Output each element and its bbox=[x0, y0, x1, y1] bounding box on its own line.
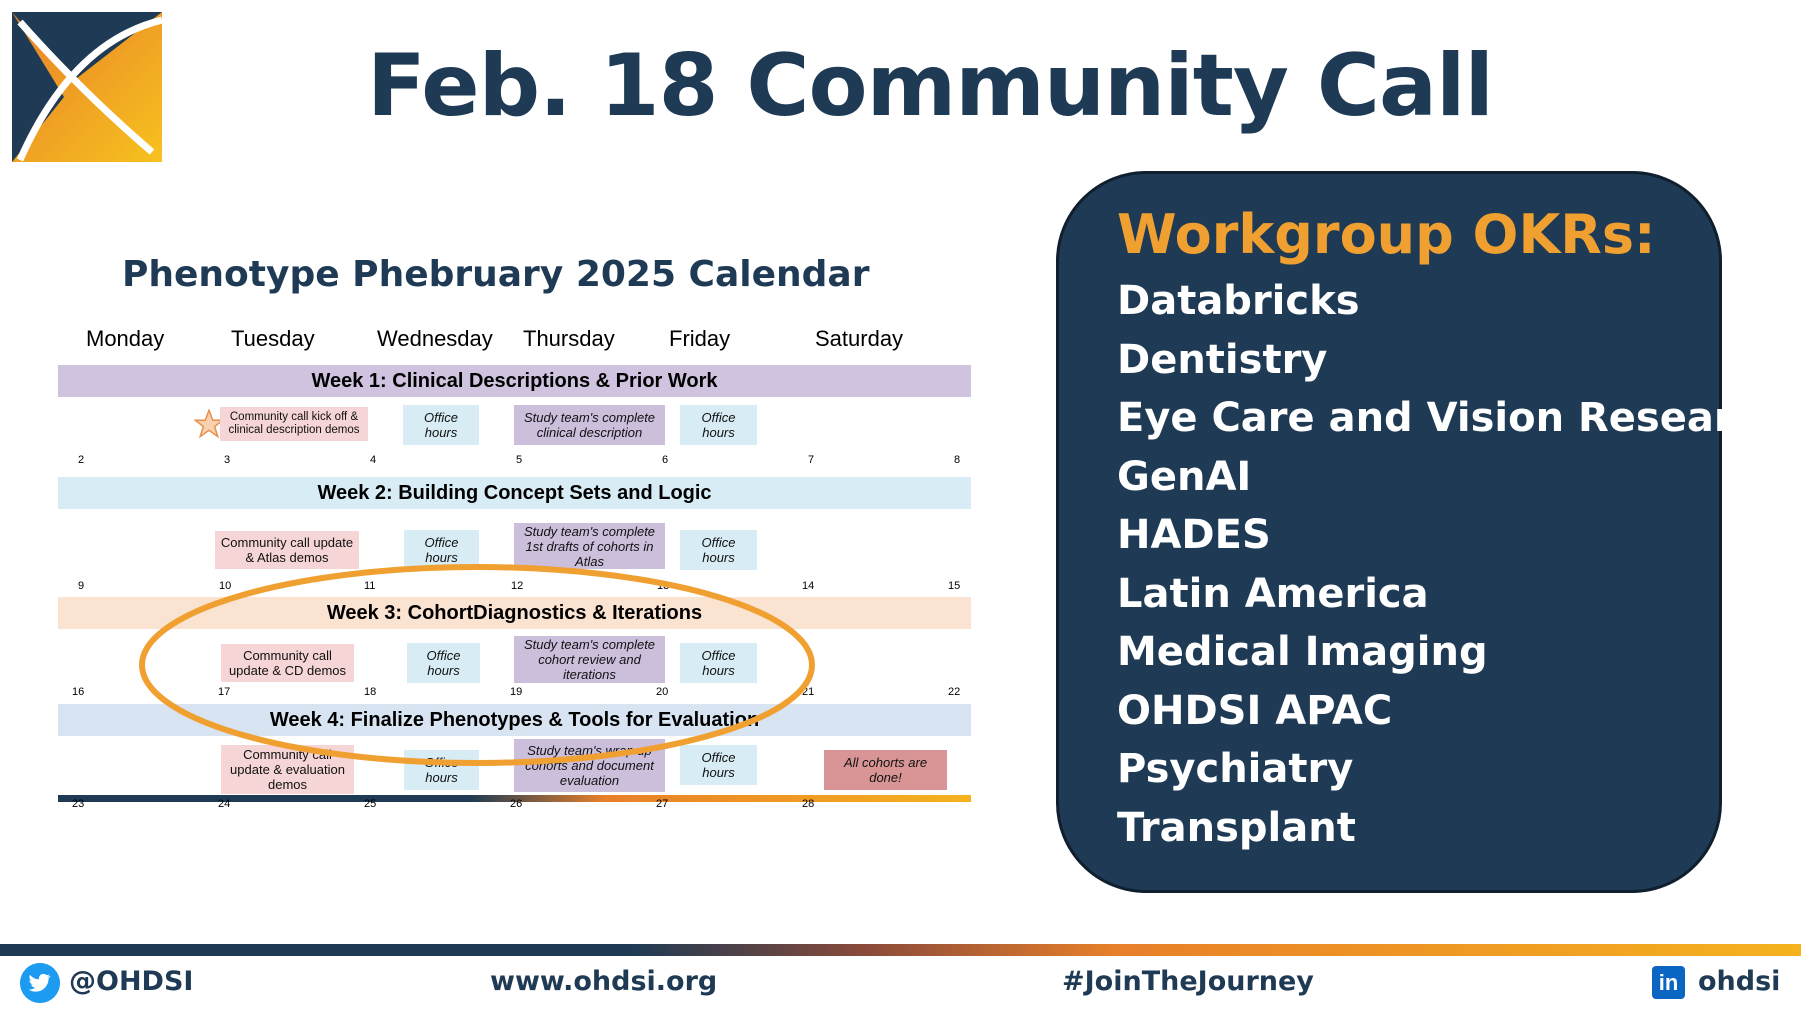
week-4-friday-event: Office hours bbox=[680, 745, 757, 785]
week-3-wednesday-event: Office hours bbox=[407, 643, 480, 683]
okr-item: Latin America bbox=[1117, 571, 1429, 617]
week-1-wednesday-event: Office hours bbox=[403, 405, 479, 445]
week-4-tuesday-event: Community call update & evaluation demos bbox=[221, 745, 354, 794]
week-3-friday-event: Office hours bbox=[680, 643, 757, 683]
week-1-friday-event: Office hours bbox=[680, 405, 757, 445]
date-number: 22 bbox=[948, 686, 961, 698]
date-number: 19 bbox=[510, 686, 523, 698]
date-number: 14 bbox=[802, 580, 815, 592]
ohdsi-logo-icon bbox=[12, 12, 162, 162]
date-number: 20 bbox=[656, 686, 669, 698]
linkedin-icon[interactable]: in bbox=[1652, 966, 1685, 999]
date-number: 11 bbox=[364, 580, 376, 592]
okr-item: GenAI bbox=[1117, 454, 1252, 500]
okr-item: Eye Care and Vision Research bbox=[1117, 395, 1786, 441]
day-header-monday: Monday bbox=[86, 326, 165, 351]
date-number: 18 bbox=[364, 686, 377, 698]
week-1-thursday-event: Study team's complete clinical description bbox=[514, 405, 665, 445]
date-number: 3 bbox=[224, 454, 231, 466]
date-number: 21 bbox=[802, 686, 815, 698]
week-3-highlight-ellipse bbox=[135, 560, 825, 770]
date-number: 15 bbox=[948, 580, 961, 592]
week-2-friday-event: Office hours bbox=[680, 530, 757, 570]
okr-item: Psychiatry bbox=[1117, 746, 1354, 792]
date-number: 23 bbox=[72, 798, 85, 810]
week-3-tuesday-event: Community call update & CD demos bbox=[221, 644, 354, 682]
week-4-wednesday-event: Office hours bbox=[404, 750, 479, 790]
week-2-wednesday-event: Office hours bbox=[404, 530, 479, 570]
week-2-tuesday-event: Community call update & Atlas demos bbox=[215, 531, 359, 569]
day-header-saturday: Saturday bbox=[815, 326, 904, 351]
date-number: 25 bbox=[364, 798, 377, 810]
calendar-title: Phenotype Phebruary 2025 Calendar bbox=[122, 254, 870, 295]
date-number: 12 bbox=[511, 580, 524, 592]
okr-item: Transplant bbox=[1117, 805, 1356, 851]
date-number: 7 bbox=[808, 454, 815, 466]
date-number: 28 bbox=[802, 798, 815, 810]
twitter-icon[interactable] bbox=[20, 963, 60, 1003]
page-title: Feb. 18 Community Call bbox=[367, 36, 1493, 136]
linkedin-handle[interactable]: ohdsi bbox=[1698, 966, 1781, 997]
hashtag: #JoinTheJourney bbox=[1062, 966, 1314, 997]
okr-item: Dentistry bbox=[1117, 337, 1328, 383]
date-number: 24 bbox=[218, 798, 231, 810]
week-2-thursday-event: Study team's complete 1st drafts of cohorts in Atlas bbox=[514, 523, 665, 569]
day-header-thursday: Thursday bbox=[523, 326, 615, 351]
day-header-friday: Friday bbox=[669, 326, 731, 351]
date-number: 13 bbox=[657, 580, 670, 592]
day-header-wednesday: Wednesday bbox=[377, 326, 493, 351]
week-1-band: Week 1: Clinical Descriptions & Prior Work bbox=[58, 365, 971, 397]
day-header-tuesday: Tuesday bbox=[231, 326, 315, 351]
week-1-tuesday-event: Community call kick off & clinical description demos bbox=[220, 407, 368, 441]
week-4-thursday-event: Study team's wrap up cohorts and document evaluation bbox=[514, 739, 665, 792]
date-number: 10 bbox=[219, 580, 232, 592]
okr-item: Databricks bbox=[1117, 278, 1360, 324]
date-number: 6 bbox=[662, 454, 669, 466]
week-3-thursday-event: Study team's complete cohort review and iterations bbox=[514, 636, 665, 683]
twitter-handle[interactable]: @OHDSI bbox=[69, 966, 194, 997]
week-2-band: Week 2: Building Concept Sets and Logic bbox=[58, 477, 971, 509]
footer-gradient-bar bbox=[0, 944, 1801, 956]
week-4-saturday-event: All cohorts are done! bbox=[824, 750, 947, 790]
okr-item: HADES bbox=[1117, 512, 1271, 558]
website-link[interactable]: www.ohdsi.org bbox=[490, 966, 718, 997]
date-number: 26 bbox=[510, 798, 523, 810]
okr-item: Medical Imaging bbox=[1117, 629, 1488, 675]
date-number: 9 bbox=[78, 580, 85, 592]
date-number: 5 bbox=[516, 454, 523, 466]
date-number: 27 bbox=[656, 798, 669, 810]
date-number: 17 bbox=[218, 686, 231, 698]
week-3-band: Week 3: CohortDiagnostics & Iterations bbox=[58, 597, 971, 629]
okr-item: OHDSI APAC bbox=[1117, 688, 1393, 734]
date-number: 2 bbox=[78, 454, 85, 466]
date-number: 8 bbox=[954, 454, 961, 466]
date-number: 4 bbox=[370, 454, 377, 466]
okr-title: Workgroup OKRs: bbox=[1117, 203, 1656, 266]
date-number: 16 bbox=[72, 686, 85, 698]
week-4-band: Week 4: Finalize Phenotypes & Tools for Evaluation bbox=[58, 704, 971, 736]
